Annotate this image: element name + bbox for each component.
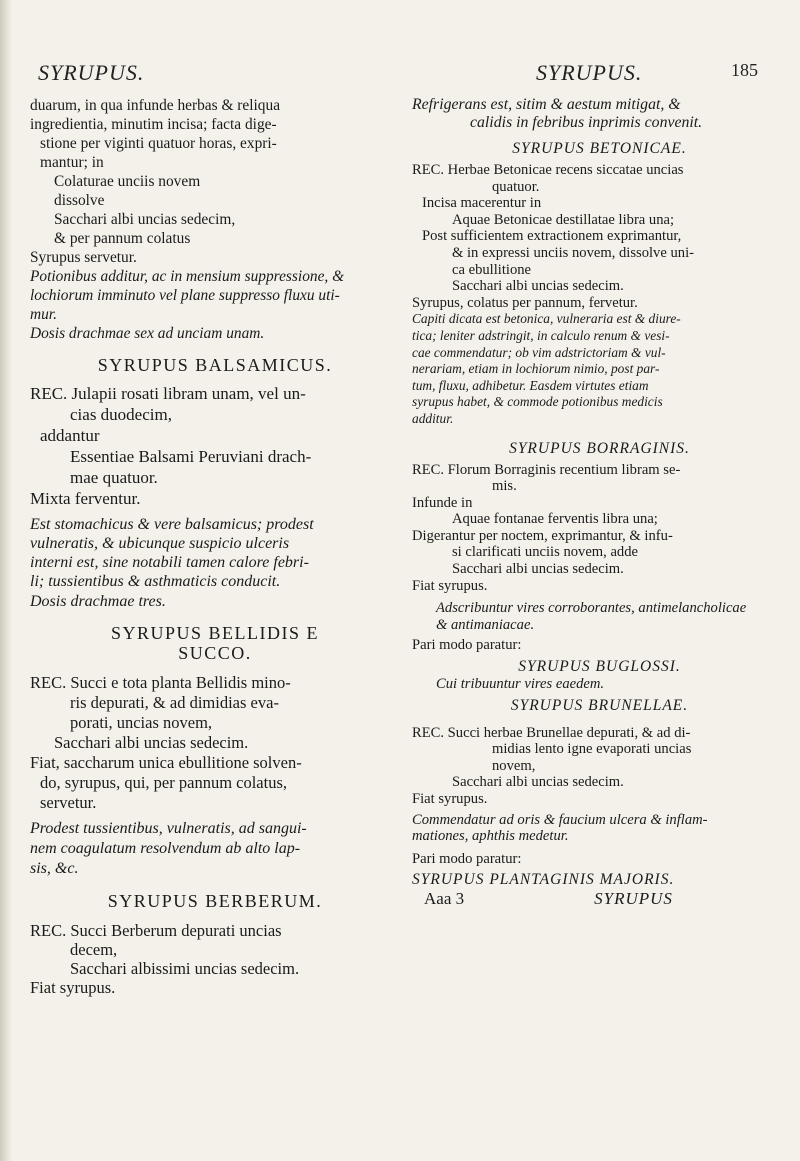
text-line: quatuor.	[492, 178, 540, 195]
note-line: & antimaniacae.	[436, 616, 535, 633]
heading-plantaginis: SYRUPUS PLANTAGINIS MAJORIS.	[412, 871, 675, 889]
text-line: Sacchari albi uncias sedecim.	[452, 774, 624, 791]
text-line: REC. Succi herbae Brunellae depurati, & ad di-	[412, 724, 691, 741]
right-column	[412, 96, 787, 909]
text-line: Essentiae Balsami Peruviani drach-	[70, 447, 312, 466]
text-line: dissolve	[54, 192, 105, 209]
text-line: REC. Florum Borraginis recentium libram se-	[412, 461, 681, 478]
note-line: mationes, aphthis medetur.	[412, 828, 569, 845]
text-line: REC. Herbae Betonicae recens siccatae uncias	[412, 162, 684, 178]
heading-bellidis: SYRUPUS BELLIDIS E	[110, 623, 320, 643]
left-column	[30, 96, 400, 997]
text-line: REC. Succi e tota planta Bellidis mino-	[30, 673, 291, 692]
text-line: Sacchari albissimi uncias sedecim.	[70, 959, 300, 978]
note-line: li; tussientibus & asthmaticis conducit.	[30, 573, 281, 590]
dosis-line: Dosis drachmae sex ad unciam unam.	[30, 325, 265, 342]
text-line: Aquae fontanae ferventis libra una;	[452, 511, 658, 528]
text-line: Fiat syrupus.	[30, 978, 116, 997]
text-line: mantur; in	[40, 154, 104, 171]
note-line: Commendatur ad oris & faucium ulcera & inflam-	[412, 811, 708, 828]
text-line: duarum, in qua infunde herbas & reliqua	[30, 97, 281, 114]
text-line: REC. Succi Berberum depurati uncias	[30, 921, 282, 940]
note-line: tum, fluxu, adhibetur. Easdem virtutes etiam	[412, 377, 649, 393]
text-line: Mixta ferventur.	[30, 489, 141, 508]
text-line: ca ebullitione	[452, 261, 532, 278]
running-head-left: SYRUPUS.	[38, 60, 145, 85]
text-line: Sacchari albi uncias sedecim.	[452, 561, 624, 578]
heading-betonicae: SYRUPUS BETONICAE.	[512, 140, 687, 157]
binding-shadow	[0, 0, 12, 1161]
note-line: additur.	[412, 410, 454, 426]
text-line: decem,	[70, 940, 118, 959]
text-line: mae quatuor.	[70, 468, 158, 487]
text-line: Syrupus servetur.	[30, 249, 137, 266]
note-line: tica; leniter adstringit, in calculo renum & vesi-	[412, 327, 670, 343]
note-line: interni est, sine notabili tamen calore febri-	[30, 554, 309, 571]
heading-berberum: SYRUPUS BERBERUM.	[107, 891, 323, 911]
text-line: stione per viginti quatuor horas, expri-	[40, 135, 277, 152]
text-line: Aquae Betonicae destillatae libra una;	[452, 211, 675, 228]
text-line: Sacchari albi uncias sedecim.	[54, 733, 249, 752]
heading-buglossi: SYRUPUS BUGLOSSI.	[518, 658, 681, 676]
text-line: mis.	[492, 478, 517, 495]
text-line: Incisa macerentur in	[422, 195, 542, 212]
note-line: mur.	[30, 306, 57, 323]
note-line: lochiorum imminuto vel plane suppresso fluxu uti-	[30, 287, 340, 304]
note-line: Est stomachicus & vere balsamicus; prodest	[30, 516, 314, 533]
note-line: nem coagulatum resolvendum ab alto lap-	[30, 840, 301, 857]
note-line: Adscribuntur vires corroborantes, antimelancholicae	[436, 600, 747, 617]
text-line: Sacchari albi uncias sedecim.	[452, 278, 624, 295]
note-line: Cui tribuuntur vires eaedem.	[436, 676, 605, 693]
note-line: sis, &c.	[30, 860, 79, 877]
note-line: calidis in febribus inprimis convenit.	[470, 114, 703, 131]
text-line: Syrupus, colatus per pannum, fervetur.	[412, 294, 638, 311]
note-line: syrupus habet, & commode potionibus medicis	[412, 394, 663, 410]
text-line: Sacchari albi uncias sedecim,	[54, 211, 236, 228]
heading-brunellae: SYRUPUS BRUNELLAE.	[510, 696, 689, 714]
text-line: & per pannum colatus	[54, 230, 191, 247]
page-number: 185	[731, 60, 758, 80]
text-line: & in expressi unciis novem, dissolve uni-	[452, 244, 694, 261]
note-line: vulneratis, & ubicunque suspicio ulceris	[30, 535, 290, 552]
note-line: nerariam, etiam in lochiorum nimio, post par-	[412, 361, 660, 377]
note-line: Capiti dicata est betonica, vulneraria est & diure-	[412, 311, 681, 327]
text-line: novem,	[492, 757, 536, 774]
note-line: Refrigerans est, sitim & aestum mitigat, &	[412, 96, 681, 113]
text-line: Post sufficientem extractionem exprimantur,	[422, 228, 682, 245]
heading-balsamicus: SYRUPUS BALSAMICUS.	[97, 355, 333, 375]
heading-bellidis-2: SUCCO.	[178, 643, 252, 663]
running-head-right: SYRUPUS.	[536, 60, 643, 85]
signature-mark: Aaa 3	[424, 889, 465, 909]
text-line: Digerantur per noctem, exprimantur, & infu-	[412, 527, 673, 544]
text-line: REC. Julapii rosati libram unam, vel un-	[30, 384, 306, 403]
text-line: Infunde in	[412, 494, 473, 511]
text-line: Pari modo paratur:	[412, 850, 522, 867]
text-line: Pari modo paratur:	[412, 637, 522, 654]
note-line: Prodest tussientibus, vulneratis, ad sangui-	[30, 820, 307, 837]
text-line: ingredientia, minutim incisa; facta dige-	[30, 116, 277, 133]
text-line: Colaturae unciis novem	[54, 173, 201, 190]
text-line: si clarificati unciis novem, adde	[452, 544, 639, 561]
text-line: porati, uncias novem,	[70, 713, 213, 732]
catchword: SYRUPUS	[594, 889, 673, 909]
text-line: addantur	[40, 426, 100, 445]
text-line: Fiat, saccharum unica ebullitione solven-	[30, 753, 302, 772]
text-line: cias duodecim,	[70, 405, 172, 424]
text-line: ris depurati, & ad dimidias eva-	[70, 693, 279, 712]
note-line: cae commendatur; ob vim adstrictoriam & vul-	[412, 344, 666, 360]
dosis-line: Dosis drachmae tres.	[30, 593, 166, 610]
text-line: midias lento igne evaporati uncias	[492, 741, 692, 758]
text-line: Fiat syrupus.	[412, 577, 488, 594]
note-line: Potionibus additur, ac in mensium suppressione, &	[30, 268, 345, 285]
footer-line	[412, 889, 787, 909]
heading-borraginis: SYRUPUS BORRAGINIS.	[509, 439, 690, 457]
text-line: do, syrupus, qui, per pannum colatus,	[40, 773, 288, 792]
text-line: servetur.	[40, 793, 97, 812]
text-line: Fiat syrupus.	[412, 791, 488, 807]
